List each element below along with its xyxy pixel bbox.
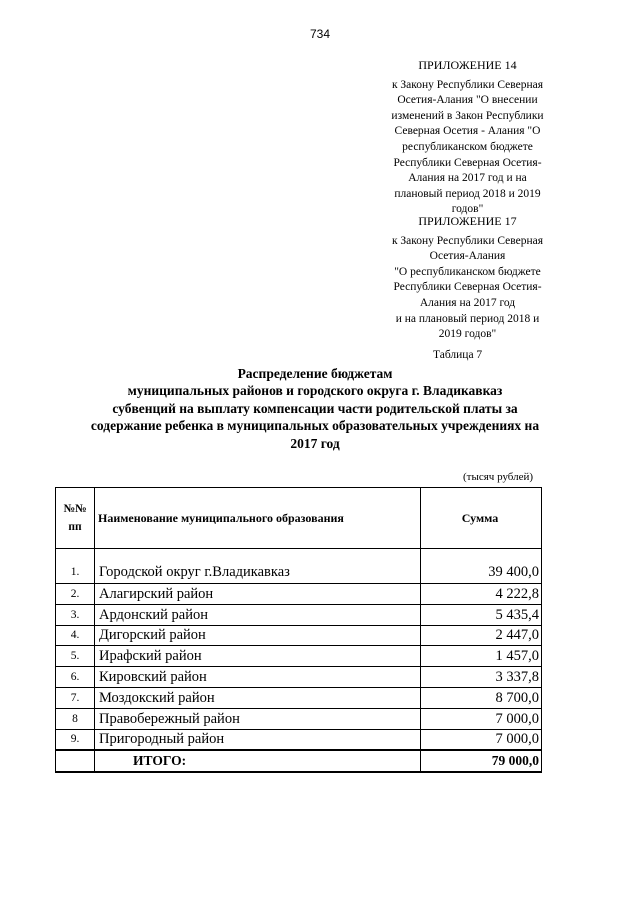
row-num: 5.: [56, 646, 95, 667]
header-num: №№ пп: [56, 488, 95, 549]
total-label: ИТОГО:: [95, 750, 421, 772]
row-name: Алагирский район: [95, 584, 421, 605]
table-row: [56, 646, 542, 667]
total-sum: 79 000,0: [421, 750, 542, 772]
row-sum: 1 457,0: [421, 646, 542, 667]
row-name: Ирафский район: [95, 646, 421, 667]
heading-line: 2017 год: [290, 435, 340, 451]
row-sum: 5 435,4: [421, 604, 542, 625]
annex-17-block: [370, 214, 565, 343]
annex-14-block: [370, 58, 565, 218]
row-name: Пригородный район: [95, 729, 421, 750]
annex-14-line: республиканском бюджете: [402, 140, 533, 153]
heading-line: муниципальных районов и городского округа г. Владикавказ: [127, 383, 503, 399]
table-row: [56, 561, 542, 584]
annex-14-line: Республики Северная Осетия-: [393, 156, 542, 169]
heading-line: содержание ребенка в муниципальных образовательных учреждениях на: [90, 418, 540, 434]
heading-line: субвенций на выплату компенсации части родительской платы за: [112, 400, 518, 416]
annex-14-line: изменений в Закон Республики: [391, 109, 544, 122]
total-row: [56, 750, 542, 772]
table-row: [56, 729, 542, 750]
row-name: Ардонский район: [95, 604, 421, 625]
row-name: Кировский район: [95, 667, 421, 688]
table-row: [56, 687, 542, 708]
table-label: Таблица 7: [433, 349, 483, 361]
annex-17-line: Республики Северная Осетия-: [393, 281, 542, 294]
row-num: 7.: [56, 687, 95, 708]
annex-17-line: Алания на 2017 год: [419, 296, 516, 309]
row-sum: 39 400,0: [421, 561, 542, 584]
table-row: [56, 604, 542, 625]
table-row: [56, 625, 542, 646]
row-name: Правобережный район: [95, 708, 421, 729]
annex-14-title: ПРИЛОЖЕНИЕ 14: [418, 58, 517, 72]
table-spacer-row: [56, 549, 542, 562]
table-header-row: [56, 488, 542, 549]
row-num: 1.: [56, 561, 95, 584]
annex-14-line: годов": [451, 203, 484, 216]
annex-17-line: 2019 годов": [438, 328, 497, 341]
annex-14-line: Северная Осетия - Алания "О: [394, 125, 541, 138]
table-row: [56, 708, 542, 729]
row-num: 9.: [56, 729, 95, 750]
annex-14-line: к Закону Республики Северная: [391, 78, 544, 91]
row-name: Моздокский район: [95, 687, 421, 708]
row-sum: 7 000,0: [421, 729, 542, 750]
table-row: [56, 667, 542, 688]
annex-17-title: ПРИЛОЖЕНИЕ 17: [418, 214, 517, 228]
row-sum: 7 000,0: [421, 708, 542, 729]
document-heading: [50, 365, 580, 452]
units-label: (тысяч рублей): [463, 471, 534, 483]
row-name: Дигорский район: [95, 625, 421, 646]
row-sum: 8 700,0: [421, 687, 542, 708]
annex-14-line: плановый период 2018 и 2019: [394, 187, 541, 200]
header-sum: Сумма: [421, 488, 542, 549]
annex-17-line: и на плановый период 2018 и: [395, 312, 540, 325]
annex-17-line: к Закону Республики Северная: [391, 234, 544, 247]
row-sum: 3 337,8: [421, 667, 542, 688]
row-sum: 2 447,0: [421, 625, 542, 646]
heading-line: Распределение бюджетам: [237, 366, 393, 381]
header-name: Наименование муниципального образования: [95, 488, 421, 549]
annex-17-line: Осетия-Алания: [429, 250, 506, 263]
annex-14-line: Осетия-Алания "О внесении: [397, 94, 538, 107]
row-num: 4.: [56, 625, 95, 646]
row-num: 3.: [56, 604, 95, 625]
row-num: 6.: [56, 667, 95, 688]
page-number: 734: [309, 27, 331, 41]
row-sum: 4 222,8: [421, 584, 542, 605]
row-num: 2.: [56, 584, 95, 605]
row-name: Городской округ г.Владикавказ: [95, 561, 421, 584]
table-row: [56, 584, 542, 605]
distribution-table: [55, 487, 542, 773]
annex-17-line: "О республиканском бюджете: [394, 265, 541, 278]
annex-14-line: Алания на 2017 год и на: [408, 172, 527, 185]
row-num: 8: [56, 708, 95, 729]
